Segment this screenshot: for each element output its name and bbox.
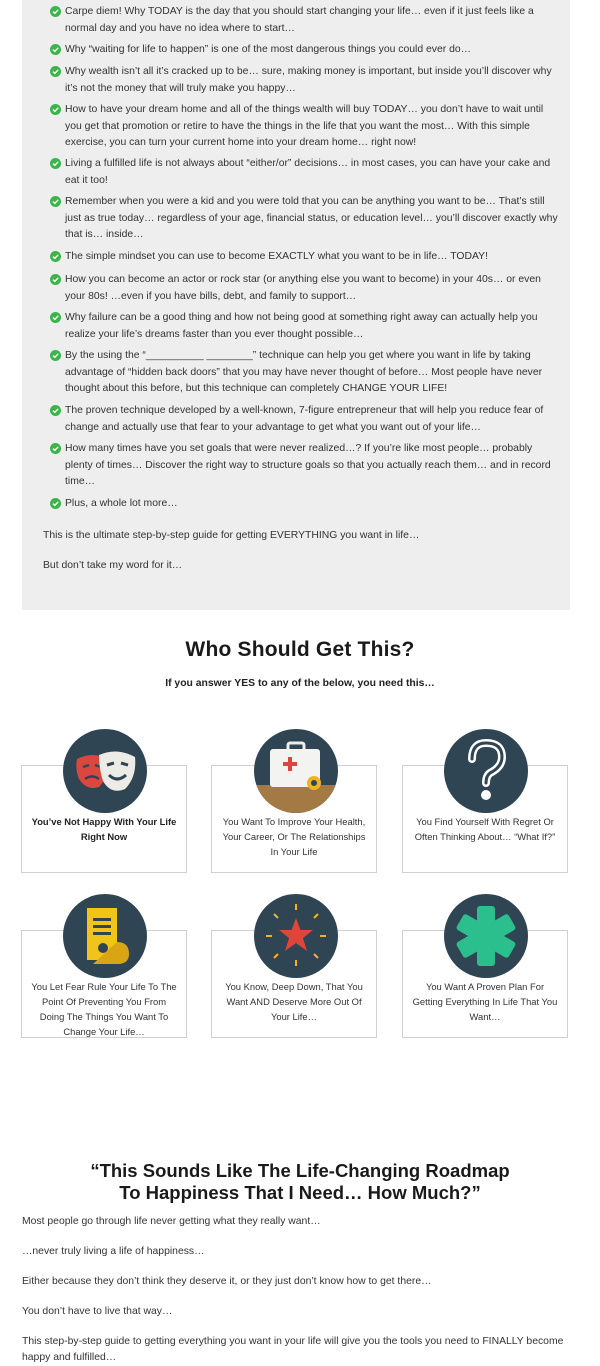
check-icon	[50, 66, 61, 77]
benefit-text: The proven technique developed by a well-known, 7-figure entrepreneur that will help you reduce fear of change and actually use that fear to your advantage to get what you want out of your life…	[65, 405, 544, 433]
benefit-item	[50, 249, 560, 266]
check-icon	[50, 196, 61, 207]
who-section-title: Who Should Get This?	[185, 638, 415, 661]
question-mark-icon	[444, 729, 528, 813]
pricing-paragraph: …never truly living a life of happiness…	[22, 1246, 205, 1257]
benefit-text: By the using the “__________ ________” technique can help you get where you want in life by taking advantage of “hidden back doors” that you may have never thought of before… Most people have never thought about this before, but this technique can completely CHANGE YOUR LIFE!	[65, 350, 543, 394]
benefit-text: How you can become an actor or rock star (or anything else you want to become) in your 40s… or even your 80s! …even if you have bills, debt, and family to support…	[65, 274, 541, 302]
pricing-paragraph: Most people go through life never getting what they really want…	[22, 1216, 321, 1227]
benefit-item	[50, 64, 560, 97]
benefit-text: Carpe diem! Why TODAY is the day that you should start changing your life… even if it just feels like a normal day and you have no idea where to start…	[65, 6, 534, 34]
check-icon	[50, 498, 61, 509]
benefit-item	[50, 42, 560, 59]
benefit-item	[50, 310, 560, 343]
pricing-title-line: To Happiness That I Need… How Much?”	[119, 1182, 481, 1203]
audience-card-text: You Want To Improve Your Health, Your Career, Or The Relationships In Your Life	[222, 816, 366, 857]
star-burst-icon	[254, 894, 338, 978]
benefit-item	[50, 403, 560, 436]
benefit-item	[50, 496, 560, 513]
benefit-item	[50, 441, 560, 491]
benefit-text: Living a fulfilled life is not always about “either/or” decisions… in most cases, you can have your cake and eat it too!	[65, 158, 551, 186]
theater-masks-icon	[63, 729, 147, 813]
pricing-paragraph: Either because they don’t think they deserve it, or they just don’t know how to get there…	[22, 1276, 432, 1287]
benefit-item	[50, 102, 560, 152]
check-icon	[50, 104, 61, 115]
box-paragraph: This is the ultimate step-by-step guide for getting EVERYTHING you want in life…	[43, 530, 420, 541]
check-icon	[50, 274, 61, 285]
who-section-subtitle: If you answer YES to any of the below, you need this…	[165, 678, 435, 689]
benefit-text: The simple mindset you can use to become EXACTLY what you want to be in life… TODAY!	[65, 251, 488, 262]
check-icon	[50, 6, 61, 17]
benefit-item	[50, 194, 560, 244]
benefits-box	[22, 0, 570, 610]
box-paragraph: But don’t take my word for it…	[43, 560, 183, 571]
check-icon	[50, 251, 61, 262]
audience-card-text: You Know, Deep Down, That You Want AND Deserve More Out Of Your Life…	[225, 981, 363, 1022]
check-icon	[50, 44, 61, 55]
pricing-title-line: “This Sounds Like The Life-Changing Roadmap	[90, 1160, 510, 1181]
check-icon	[50, 350, 61, 361]
check-icon	[50, 312, 61, 323]
benefit-text: Why failure can be a good thing and how not being good at something right away can actually help you realize your life’s dreams faster than you ever thought possible…	[65, 312, 538, 340]
benefit-text: How many times have you set goals that were never realized…? If you’re like most people… probably plenty of times… Discover the right way to structure goals so that you actually reach them… and in record time…	[65, 443, 551, 487]
check-icon	[50, 158, 61, 169]
check-icon	[50, 443, 61, 454]
pricing-title	[0, 1160, 600, 1204]
benefit-text: How to have your dream home and all of the things wealth will buy TODAY… you don’t have to wait until you get that promotion or retire to have the things in the life that you want the most… With this simple exercise, you can turn your current home into your dream home… right now!	[65, 104, 544, 148]
audience-card-text: You Find Yourself With Regret Or Often Thinking About… “What If?”	[414, 816, 556, 842]
benefit-text: Why “waiting for life to happen” is one of the most dangerous things you could ever do…	[65, 44, 472, 55]
medical-cross-icon	[444, 894, 528, 978]
benefit-item	[50, 156, 560, 189]
benefit-item	[50, 4, 560, 37]
pricing-paragraph: This step-by-step guide to getting everything you want in your life will give you the tools you need to FINALLY become happy and fulfilled…	[22, 1336, 564, 1363]
audience-card-text: You’ve Not Happy With Your Life Right Now	[31, 816, 177, 842]
benefit-text: Remember when you were a kid and you were told that you can be anything you want to be… That’s still just as true today… regardless of your age, financial status, or education level… you’ll discover exactly why that is… inside…	[65, 196, 558, 240]
audience-card-text: You Let Fear Rule Your Life To The Point Of Preventing You From Doing The Things You Want To Change Your Life…	[31, 981, 177, 1037]
audience-card-text: You Want A Proven Plan For Getting Everything In Life That You Want…	[412, 981, 558, 1022]
benefit-text: Why wealth isn’t all it’s cracked up to be… sure, making money is important, but inside you’ll discover why it’s not the money that will truly make you happy…	[65, 66, 552, 94]
benefit-item	[50, 272, 560, 305]
certificate-scroll-icon	[63, 894, 147, 978]
pricing-paragraph: You don’t have to live that way…	[22, 1306, 173, 1317]
benefit-text: Plus, a whole lot more…	[65, 498, 178, 509]
check-icon	[50, 405, 61, 416]
benefit-item	[50, 348, 560, 398]
first-aid-kit-icon	[254, 729, 338, 813]
